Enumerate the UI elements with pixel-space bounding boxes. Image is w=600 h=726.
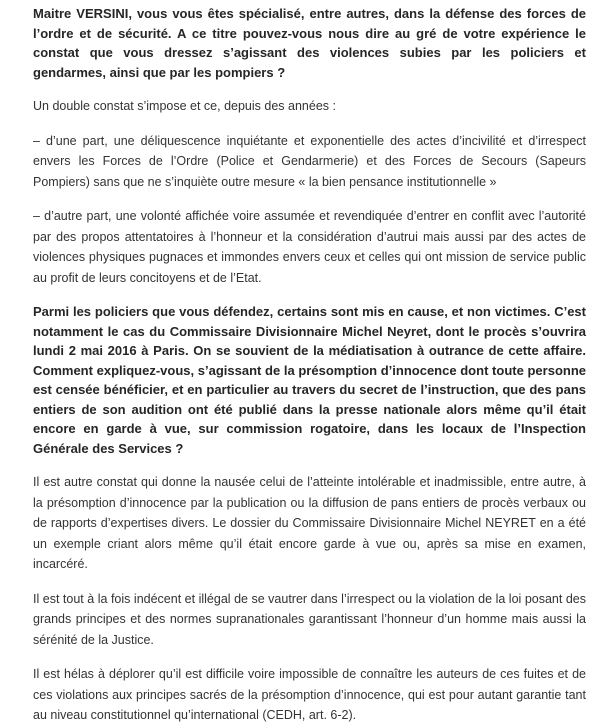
answer-first-point-paragraph: – d’une part, une déliquescence inquiétante et exponentielle des actes d’incivilité et d’irrespect envers les Forces de l’Ordre (Police et Gendarmerie) et des Forces de Secours (Sapeurs Pompiers) sans que ne s’inquiète outre mesure « la bien pensance institutionnelle » [33,133,586,189]
interview-question-1: Maitre VERSINI, vous vous êtes spécialisé, entre autres, dans la défense des forces de l’ordre et de sécurité. A ce titre pouvez-vous nous dire au gré de votre expérience le constat que vous dressez s’agissant des violences subies par les policiers et gendarmes, ainsi que par les pompiers ? [33,6,586,80]
answer-second-point-paragraph: – d’autre part, une volonté affichée voire assumée et revendiquée d’entrer en conflit avec l’autorité par des propos attentatoires à l’honneur et la considération d’autrui mais aussi par des actes de violences physiques pugnaces et immondes envers ceux et celles qui ont mission de service public au profit de leurs concitoyens et de l’Etat. [33,209,586,285]
answer-paragraph-leaks: Il est hélas à déplorer qu’il est difficile voire impossible de connaître les auteurs de ces fuites et de ces violations aux principes sacrés de la présomption d’innocence, qui est pour autant garantie tant au niveau constitutionnel qu’international (CEDH, art. 6-2). [33,667,586,722]
interview-question-2: Parmi les policiers que vous défendez, certains sont mis en cause, et non victimes. C’est notamment le cas du Commissaire Divisionnaire Michel Neyret, dont le procès s’ouvrira lundi 2 mai 2016 à Paris. On se souvient de la médiatisation à outrance de cette affaire. Comment expliquez-vous, s’agissant de la présomption d’innocence dont toute personne est censée bénéficier, et en particulier au travers du secret de l’instruction, que des pans entiers de son audition ont été publié dans la presse nationale alors même qu’il était encore en garde à vue, sur commission rogatoire, dans les locaux de l’Inspection Générale des Services ? [33,304,586,456]
answer-intro-paragraph: Un double constat s’impose et ce, depuis des années : [33,99,336,113]
answer-paragraph-presumption: Il est autre constat qui donne la nausée celui de l’atteinte intolérable et inadmissible, entre autre, à la présomption d’innocence par la publication ou la diffusion de pans entiers de procès verbaux ou de rapports d’expertises divers. Le dossier du Commissaire Divisionnaire Michel NEYRET en a été un exemple criant alors même qu’il était encore garde à vue ou, après sa mise en examen, incarcéré. [33,475,586,571]
answer-paragraph-indecent: Il est tout à la fois indécent et illégal de se vautrer dans l’irrespect ou la violation de la loi posant des grands principes et des normes supranationales garantissant l’honneur d’un homme mais aussi la sérénité de la Justice. [33,591,586,647]
